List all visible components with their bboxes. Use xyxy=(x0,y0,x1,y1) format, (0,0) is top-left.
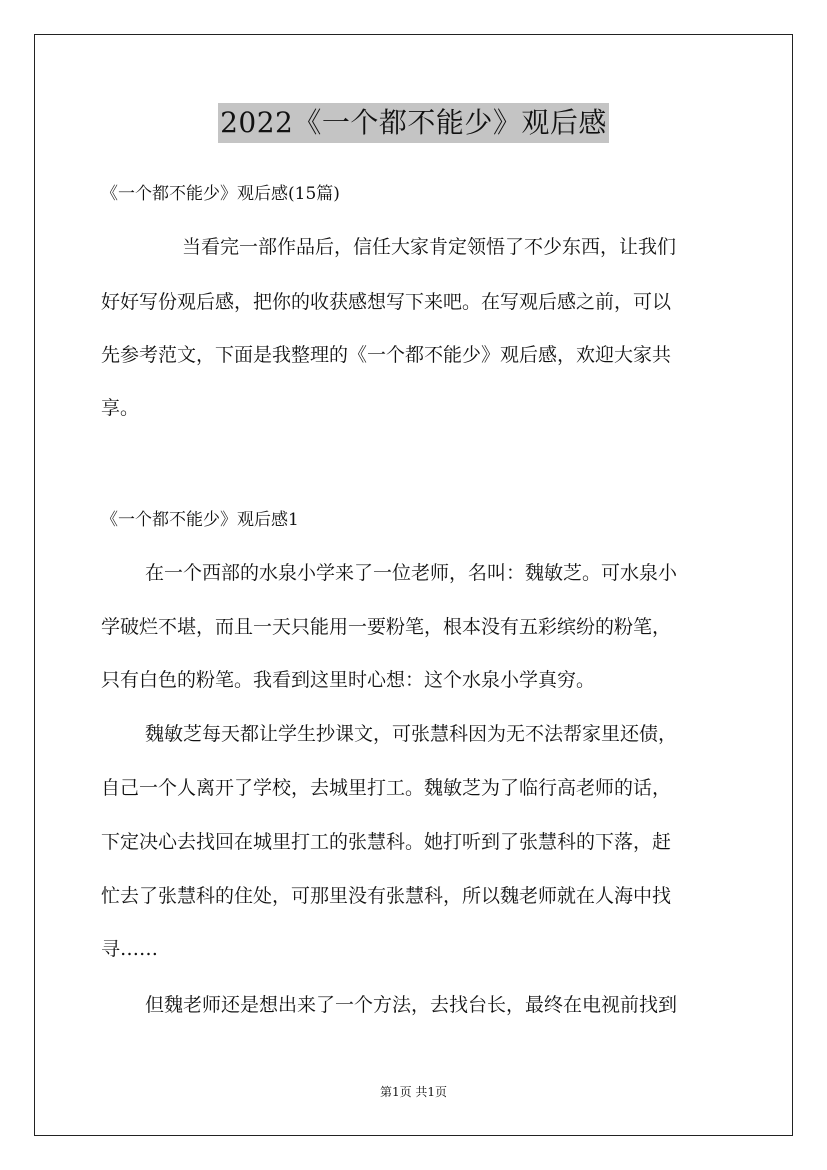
paragraph-line: 但魏老师还是想出来了一个方法，去找台长，最终在电视前找到 xyxy=(145,994,678,1016)
section-heading: 《一个都不能少》观后感1 xyxy=(101,510,299,530)
intro-line: 享。 xyxy=(101,397,140,419)
paragraph-line: 下定决心去找回在城里打工的张慧科。她打听到了张慧科的下落，赶 xyxy=(101,831,672,853)
paragraph-line: 学破烂不堪，而且一天只能用一要粉笔，根本没有五彩缤纷的粉笔， xyxy=(101,616,672,638)
title-container xyxy=(0,103,827,143)
page-number-footer: 第1页 共1页 xyxy=(379,1085,448,1099)
paragraph-line: 自己一个人离开了学校，去城里打工。魏敏芝为了临行高老师的话， xyxy=(101,777,672,799)
paragraph-line: 只有白色的粉笔。我看到这里时心想：这个水泉小学真穷。 xyxy=(101,669,596,691)
paragraph-line: 在一个西部的水泉小学来了一位老师，名叫：魏敏芝。可水泉小 xyxy=(145,562,678,584)
paragraph-line: 寻…… xyxy=(101,938,159,960)
paragraph-line: 魏敏芝每天都让学生抄课文，可张慧科因为无不法帮家里还债， xyxy=(145,723,678,745)
paragraph-line: 忙去了张慧科的住处，可那里没有张慧科，所以魏老师就在人海中找 xyxy=(101,885,672,907)
intro-line: 先参考范文，下面是我整理的《一个都不能少》观后感，欢迎大家共 xyxy=(101,344,672,366)
document-subtitle: 《一个都不能少》观后感(15篇) xyxy=(101,184,340,204)
intro-line: 当看完一部作品后，信任大家肯定领悟了不少东西，让我们 xyxy=(182,236,677,258)
intro-line: 好好写份观后感，把你的收获感想写下来吧。在写观后感之前，可以 xyxy=(101,291,672,313)
document-title: 2022《一个都不能少》观后感 xyxy=(218,103,609,143)
